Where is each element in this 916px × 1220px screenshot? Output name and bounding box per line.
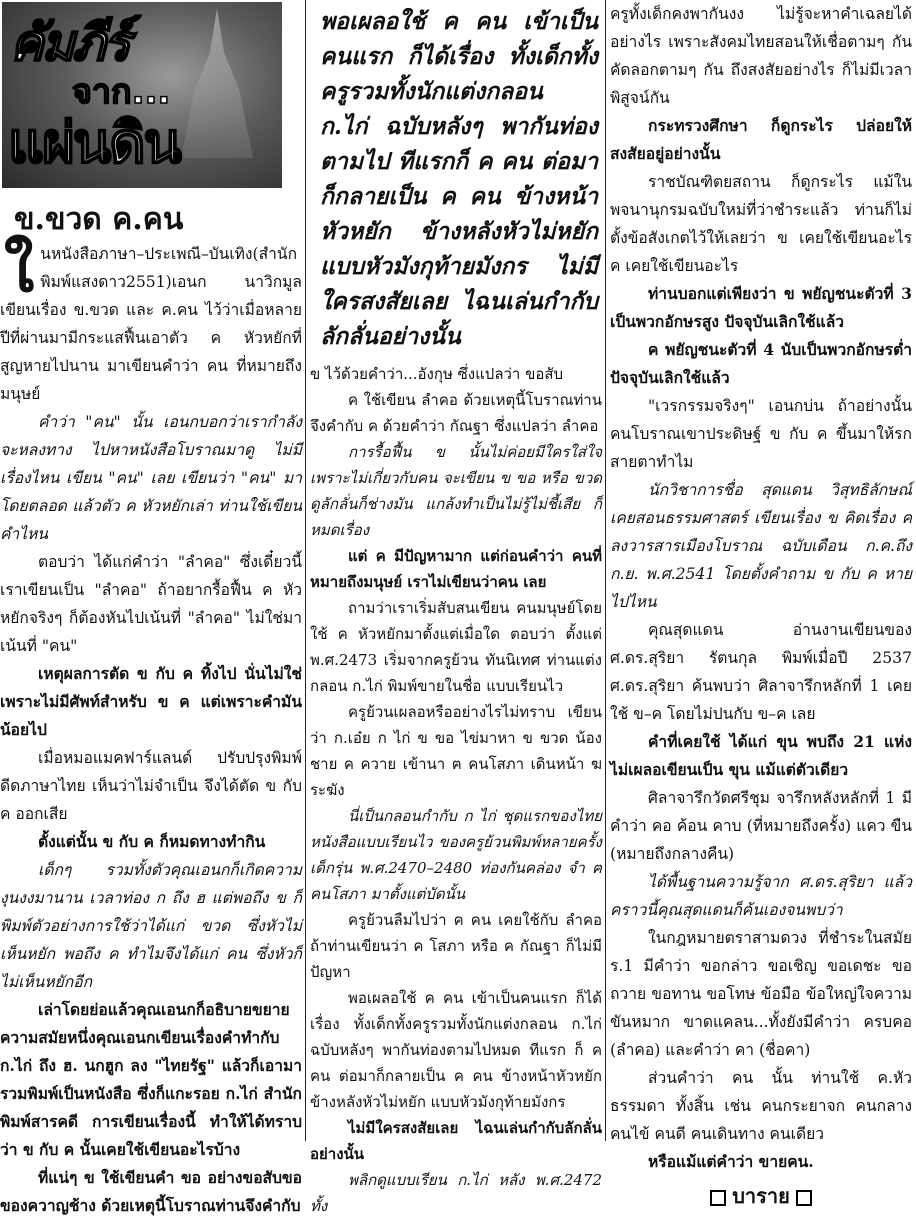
paragraph: นักวิชาการชื่อ สุดแดน วิสุทธิลักษณ์ เคยสอนธรรมศาสตร์ เขียนเรื่อง ข คิดเรื่อง ค ลงวารสารเมืองโบราณ ฉบับเดือน ก.ค.ถึง ก.ย. พ.ศ.2541 โดยตั้งคำถาม ข กับ ค หายไปไหน — [610, 481, 912, 611]
paragraph — [0, 233, 302, 408]
paragraph: เล่าโดยย่อแล้วคุณเอนกก็อธิบายขยายความสมัยหนึ่งคุณเอนกเขียนเรื่องคำทำกับ ก.ไก่ ถึง ฮ. นกฮูก ลง "ไทยรัฐ" แล้วก็เอามารวมพิมพ์เป็นหนังสือ ซึ่งก็แกะรอย ก.ไก่ สำนักพิมพ์สารคดี การเขียนเรื่องนี้ ทำให้ได้ทราบว่า ข กับ ค นั้นเคยใช้เขียนอะไรบ้าง — [0, 1000, 302, 1159]
paragraph: เด็กๆ รวมทั้งตัวคุณเอนกก็เกิดความงุนงงมานาน เวลาท่อง ก ถึง ฮ แต่พอถึง ข ก็พิมพ์ตัวอย่างการใช้ว่าได้แก่ ขวด ซึ่งหัวไม่เห็นหยัก พอถึง ค ทำไมจึงได้แก่ คน ซึ่งหัวก็ไม่เห็นหยักอีก — [0, 861, 302, 991]
paragraph: พอเผลอใช้ ค คน เข้าเป็นคนแรก ก็ได้เรื่อง ทั้งเด็กทั้งครูรวมทั้งนักแต่งกลอน ก.ไก่ ฉบับหลังๆ พากันท่องตามไปหมด ทีแรก ก็ ค คน ต่อมาก็กลายเป็น ค คน ข้างหน้าหัวหยัก ข้างหลังหัวไม่หยัก แบบหัวมังกุท้ายมังกร — [310, 989, 602, 1111]
paragraph: พลิกดูแบบเรียน ก.ไก่ หลัง พ.ศ.2472 ทั้ง — [310, 1171, 602, 1215]
paragraph: กระทรวงศึกษา ก็ดูกระไร ปล่อยให้สงสัยอยู่อย่างนั้น — [610, 116, 912, 163]
masthead-line-3: แผ่นดิน — [8, 111, 180, 176]
article-headline: ข.ขวด ค.คน — [14, 202, 184, 237]
paragraph: ตอบว่า ได้แก่คำว่า "ลำคอ" ซึ่งเดี๋ยวนี้เราเขียนเป็น "ลำคอ" ถ้าอยากรื้อฟื้น ค หัวหยักจริงๆ ก็ต้องหันไปเน้นที่ "ลำคอ" ไม่ใช่มาเน้นที่ "คน" — [0, 553, 302, 655]
square-ornament-icon — [710, 1190, 726, 1206]
paragraph: ส่วนคำว่า คน นั้น ท่านใช้ ค.หัวธรรมดา ทั้งสิ้น เช่น คนกระยาจก คนกลาง คนไข้ คนดี คนเดินทาง คนเดียว — [610, 1069, 912, 1143]
paragraph: หรือแม้แต่คำว่า ขายคน. — [648, 1152, 814, 1171]
paragraph: ค พยัญชนะตัวที่ 4 นับเป็นพวกอักษรต่ำ ปัจจุบันเลิกใช้แล้ว — [610, 340, 912, 387]
column-rule — [605, 0, 606, 1141]
paragraph: "เวรกรรมจริงๆ" เอนกบ่น ถ้าอย่างนั้นคนโบราณเขาประดิษฐ์ ข กับ ค ขึ้นมาให้รกสายตาทำไม — [610, 397, 912, 471]
author-byline — [610, 1180, 912, 1212]
paragraph: ในกฎหมายตราสามดวง ที่ชำระในสมัย ร.1 มีคำว่า ขอกล่าว ขอเชิญ ขอเดชะ ขอถวาย ขอทาน ขอโทษ ข้อมือ ข้อใหญ่ใจความ ขันหมาก ขาดแคลน...ทั้งยังมีคำว่า ครบคอ (ลำคอ) และคำว่า คา (ชื่อคา) — [610, 929, 912, 1059]
paragraph: ข ไว้ด้วยคำว่า...อังกุษ ซึ่งแปลว่า ขอสับ — [310, 365, 564, 383]
masthead-line-1: คัมภีร์ — [10, 14, 129, 72]
paragraph: ราชบัณฑิตยสถาน ก็ดูกระไร แม้ในพจนานุกรมฉบับใหม่ที่ว่าชำระแล้ว ท่านก็ไม่ตั้งข้อสังเกตไว้ให้เลยว่า ข เคยใช้เขียนอะไร ค เคยใช้เขียนอะไร — [610, 173, 912, 275]
paragraph: ไม่มีใครสงสัยเลย ไฉนเล่นกำกับลักลั่นอย่างนั้น — [310, 1119, 602, 1163]
masthead-line-2: จาก... — [72, 72, 171, 112]
paragraph: คำที่เคยใช้ ได้แก่ ขุน พบถึง 21 แห่ง ไม่เผลอเขียนเป็น ขุน แม้แต่ตัวเดียว — [610, 732, 912, 779]
pull-quote: พอเผลอใช้ ค คน เข้าเป็นคนแรก ก็ได้เรื่อง ทั้งเด็กทั้งครูรวมทั้งนักแต่งกลอน ก.ไก่ ฉบับหลังๆ พากันท่องตามไป ทีแรกก็ ค คน ต่อมา ก็กลายเป็น ค คน ข้างหน้าหัวหยัก ข้างหลังหัวไม่หยัก แบบหัวมังกุท้ายมังกร ไม่มีใครสงสัยเลย ไฉนเล่นกำกับลักลั่นอย่างนั้น — [310, 0, 602, 361]
paragraph: ครูทั้งเด็กคงพากันงง ไม่รู้จะหาคำเฉลยได้อย่างไร เพราะสังคมไทยสอนให้เชื่อตามๆ กัน คัดลอกตามๆ กัน ถึงสงสัยอย่างไร ก็ไม่มีเวลาพิสูจน์กัน — [610, 5, 912, 107]
paragraph: ครูย้วนเผลอหรืออย่างไรไม่ทราบ เขียนว่า ก.เอ๋ย ก ไก่ ข ขอ ไข่มาหา ข ขวด น้องชาย ค ควาย เข้านา ฅ คนโสภา เดินหน้า ฆ ระฆัง — [310, 703, 602, 799]
paragraph: ได้พื้นฐานความรู้จาก ศ.ดร.สุริยา แล้ว คราวนี้คุณสุดแดนก็ค้นเองจนพบว่า — [610, 873, 912, 919]
paragraph: ค ใช้เขียน ลำคอ ด้วยเหตุนี้โบราณท่านจึงคำกับ ค ด้วยคำว่า กัณฐา ซึ่งแปลว่า ลำคอ — [310, 391, 602, 435]
pagoda-image — [172, 8, 262, 158]
paragraph: นี่เป็นกลอนกำกับ ก ไก่ ชุดแรกของไทย หนังสือแบบเรียนไว ของครูย้วนพิมพ์หลายครั้ง เด็กรุ่น พ.ศ.2470–2480 ท่องกันคล่อง จำ ฅ คนโสภา มาตั้งแต่บัดนั้น — [310, 807, 602, 903]
drop-cap: ใ — [4, 233, 35, 306]
paragraph-text: นหนังสือภาษา–ประเพณี–บันเทิง(สำนักพิมพ์แสงดาว2551)เอนก นาวิกมูลเขียนเรื่อง ข.ขวด และ ค.คน ไว้ว่าเมื่อหลายปีที่ผ่านมามีกระแสฟื้นเอาตัว ค หัวหยักที่สูญหายไปนาน มาเขียนคำว่า คน ที่หมายถึงมนุษย์ — [0, 245, 302, 403]
column-1 — [0, 0, 302, 1215]
masthead-logo — [2, 2, 282, 188]
paragraph: ศิลาจารึกวัดศรีชุม จารึกหลังหลักที่ 1 มีคำว่า คอ ค้อน คาบ (ที่หมายถึงครั้ง) แคว ขืน (หมายถึงกลางคืน) — [610, 789, 912, 863]
paragraph: คุณสุดแดน อ่านงานเขียนของ ศ.ดร.สุริยา รัตนกุล พิมพ์เมื่อปี 2537 ศ.ดร.สุริยา ค้นพบว่า ศิลาจารึกหลักที่ 1 เคยใช้ ข–ค โดยไม่ปนกับ ข–ค เลย — [610, 621, 912, 723]
column-rule — [305, 0, 306, 1141]
paragraph: ถามว่าเราเริ่มสับสนเขียน คนมนุษย์โดยใช้ ค หัวหยักมาตั้งแต่เมื่อใด ตอบว่า ตั้งแต่ พ.ศ.2473 เริ่มจากครูย้วน ทันนิเทศ ท่านแต่งกลอน ก.ไก่ พิมพ์ขายในชื่อ แบบเรียนไว — [310, 599, 602, 695]
byline-name: บาราย — [732, 1184, 790, 1208]
column-2 — [310, 0, 602, 1215]
paragraph: เมื่อหมอแมคฟาร์แลนด์ ปรับปรุงพิมพ์ดีดภาษาไทย เห็นว่าไม่จำเป็น จึงได้ตัด ข กับ ค ออกเสีย — [0, 749, 302, 823]
paragraph: ตั้งแต่นั้น ข กับ ค ก็หมดทางทำกิน — [38, 832, 266, 851]
paragraph: เหตุผลการตัด ข กับ ค ทิ้งไป นั่นไม่ใช่เพราะไม่มีศัพท์สำหรับ ข ค แต่เพราะคำมันน้อยไป — [0, 664, 302, 739]
square-ornament-icon — [796, 1190, 812, 1206]
paragraph: ครูย้วนลืมไปว่า ค คน เคยใช้กับ ลำคอ ถ้าท่านเขียนว่า ค โสภา หรือ ค กัณฐา ก็ไม่มีปัญหา — [310, 911, 602, 981]
paragraph: คำว่า "คน" นั้น เอนกบอกว่าเรากำลังจะหลงทาง ไปหาหนังสือโบราณมาดู ไม่มีเรื่องไหน เขียน "คน" เลย เขียนว่า "คน" มาโดยตลอด แล้วตัว ค หัวหยักเล่า ท่านใช้เขียนคำไหน — [0, 413, 302, 543]
column-3 — [610, 0, 912, 1208]
paragraph: ที่แน่ๆ ข ใช้เขียนคำ ขอ อย่างขอสับขอของควาญช้าง ด้วยเหตุนี้โบราณท่านจึงคำกับ — [0, 1168, 302, 1215]
paragraph: การรื้อฟื้น ข นั้นไม่ค่อยมีใครใส่ใจ เพราะไม่เกี่ยวกับคน จะเขียน ข ขอ หรือ ขวดดูลักลั่นก็ช่างมัน แกล้งทำเป็นไม่รู้ไม่ชี้เสีย ก็หมดเรื่อง — [310, 443, 602, 539]
paragraph: ท่านบอกแต่เพียงว่า ข พยัญชนะตัวที่ 3 เป็นพวกอักษรสูง ปัจจุบันเลิกใช้แล้ว — [610, 284, 912, 331]
paragraph: แต่ ค มีปัญหามาก แต่ก่อนคำว่า คนที่หมายถึงมนุษย์ เราไม่เขียนว่าคน เลย — [310, 547, 602, 591]
